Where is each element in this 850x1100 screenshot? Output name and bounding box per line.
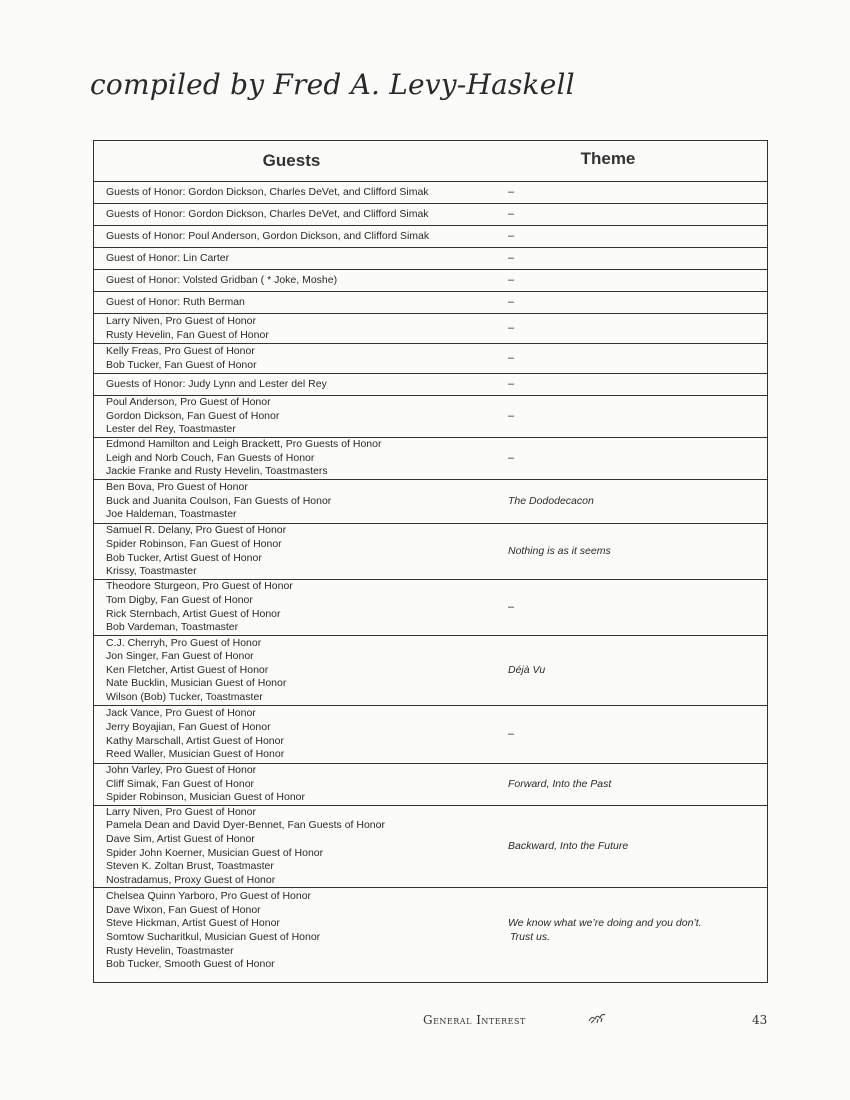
theme-cell	[506, 806, 767, 887]
guest-line: Steven K. Zoltan Brust, Toastmaster	[106, 860, 274, 873]
theme-line: –	[508, 351, 515, 364]
guests-cell	[106, 204, 506, 225]
guests-cell	[106, 480, 506, 523]
table-row	[94, 580, 767, 636]
guest-line: Guest of Honor: Ruth Berman	[106, 295, 245, 308]
guests-cell	[106, 888, 506, 974]
theme-line: –	[508, 321, 515, 334]
theme-line: –	[508, 229, 515, 242]
guests-cell	[106, 344, 506, 373]
guest-line: Steve Hickman, Artist Guest of Honor	[106, 917, 280, 930]
guest-line: Guest of Honor: Volsted Gridban ( * Joke, Moshe)	[106, 273, 338, 286]
guest-line: Guests of Honor: Poul Anderson, Gordon Dickson, and Clifford Simak	[106, 229, 430, 242]
page-footer	[0, 1013, 850, 1033]
guest-line: Wilson (Bob) Tucker, Toastmaster	[106, 690, 263, 703]
guest-line: Krissy, Toastmaster	[106, 565, 197, 578]
guest-line: Jackie Franke and Rusty Hevelin, Toastmasters	[106, 465, 328, 478]
theme-cell	[506, 888, 767, 974]
table-row	[94, 182, 767, 204]
guest-line: Spider Robinson, Fan Guest of Honor	[106, 537, 282, 550]
guest-line: Reed Waller, Musician Guest of Honor	[106, 748, 285, 761]
theme-cell	[506, 182, 767, 203]
guest-line: Rusty Hevelin, Toastmaster	[106, 944, 234, 957]
guests-cell	[106, 438, 506, 479]
theme-line: –	[508, 727, 515, 740]
guest-line: Dave Sim, Artist Guest of Honor	[106, 832, 255, 845]
header-guests: Guests	[262, 151, 321, 170]
guest-line: Pamela Dean and David Dyer-Bennet, Fan Guests of Honor	[106, 819, 385, 832]
guests-cell	[106, 580, 506, 635]
guest-line: John Varley, Pro Guest of Honor	[106, 764, 257, 777]
guest-line: Larry Niven, Pro Guest of Honor	[106, 314, 256, 327]
guests-cell	[106, 226, 506, 247]
theme-line: –	[508, 409, 515, 422]
theme-cell	[506, 292, 767, 313]
guest-line: Cliff Simak, Fan Guest of Honor	[106, 777, 255, 790]
guest-line: Guests of Honor: Gordon Dickson, Charles DeVet, and Clifford Simak	[106, 207, 429, 220]
guest-line: Guest of Honor: Lin Carter	[106, 251, 230, 264]
theme-cell	[506, 270, 767, 291]
guests-cell	[106, 636, 506, 705]
guest-line: Jon Singer, Fan Guest of Honor	[106, 650, 254, 663]
theme-cell	[506, 396, 767, 437]
guest-line: Ken Fletcher, Artist Guest of Honor	[106, 663, 269, 676]
guest-line: Somtow Sucharitkul, Musician Guest of Honor	[106, 931, 321, 943]
theme-cell	[506, 344, 767, 373]
theme-cell	[506, 480, 767, 523]
guests-cell	[106, 270, 506, 291]
theme-line: –	[508, 273, 515, 286]
table-header	[94, 141, 767, 182]
guest-line: Buck and Juanita Coulson, Fan Guests of Honor	[106, 494, 332, 507]
theme-line: Nothing is as it seems	[508, 544, 611, 557]
guest-line: Bob Tucker, Fan Guest of Honor	[106, 358, 257, 371]
page-title: compiled by Fred A. Levy-Haskell	[90, 68, 575, 101]
guest-line: Kathy Marschall, Artist Guest of Honor	[106, 734, 284, 747]
guest-line: Bob Tucker, Artist Guest of Honor	[106, 551, 262, 564]
guest-line: Chelsea Quinn Yarboro, Pro Guest of Honor	[106, 890, 312, 903]
theme-line: Backward, Into the Future	[508, 839, 629, 852]
table-row	[94, 226, 767, 248]
guest-line: Lester del Rey, Toastmaster	[106, 423, 236, 436]
table-row	[94, 314, 767, 344]
guests-cell	[106, 374, 506, 395]
table-row	[94, 888, 767, 974]
guest-line: Samuel R. Delany, Pro Guest of Honor	[106, 524, 287, 537]
footer-section-title: General Interest	[423, 1013, 526, 1027]
theme-cell	[506, 764, 767, 805]
guests-theme-table	[93, 140, 768, 983]
table-row	[94, 292, 767, 314]
guest-line: Nostradamus, Proxy Guest of Honor	[106, 873, 276, 886]
guest-line: Jerry Boyajian, Fan Guest of Honor	[106, 720, 271, 733]
theme-line: –	[508, 451, 515, 464]
guest-line: Larry Niven, Pro Guest of Honor	[106, 806, 256, 818]
guest-line: C.J. Cherryh, Pro Guest of Honor	[106, 636, 262, 649]
guest-line: Rick Sternbach, Artist Guest of Honor	[106, 607, 281, 620]
theme-line: Déjà Vu	[508, 663, 546, 676]
theme-cell	[506, 580, 767, 635]
table-row	[94, 706, 767, 764]
theme-line: –	[508, 185, 515, 198]
guest-line: Rusty Hevelin, Fan Guest of Honor	[106, 328, 269, 341]
table-row	[94, 204, 767, 226]
theme-cell	[506, 248, 767, 269]
guest-line: Poul Anderson, Pro Guest of Honor	[106, 396, 271, 409]
guest-line: Gordon Dickson, Fan Guest of Honor	[106, 409, 280, 422]
guests-cell	[106, 292, 506, 313]
dragon-ornament-icon	[588, 1011, 606, 1025]
theme-line: Trust us.	[510, 931, 551, 943]
theme-cell	[506, 374, 767, 395]
guest-line: Ben Bova, Pro Guest of Honor	[106, 481, 248, 494]
guest-line: Guests of Honor: Gordon Dickson, Charles DeVet, and Clifford Simak	[106, 185, 429, 198]
table-body	[94, 182, 767, 982]
guest-line: Tom Digby, Fan Guest of Honor	[106, 593, 253, 606]
guest-line: Leigh and Norb Couch, Fan Guests of Honor	[106, 451, 315, 464]
guest-line: Nate Bucklin, Musician Guest of Honor	[106, 677, 287, 690]
theme-cell	[506, 636, 767, 705]
guest-line: Jack Vance, Pro Guest of Honor	[106, 707, 256, 720]
guests-cell	[106, 764, 506, 805]
guests-cell	[106, 806, 506, 887]
table-row	[94, 806, 767, 888]
theme-line: The Dododecacon	[508, 494, 594, 507]
theme-line: –	[508, 295, 515, 308]
table-row	[94, 480, 767, 524]
table-row	[94, 396, 767, 438]
theme-line: –	[508, 600, 515, 613]
theme-cell	[506, 706, 767, 763]
theme-cell	[506, 524, 767, 579]
theme-line: Forward, Into the Past	[508, 777, 612, 790]
guests-cell	[106, 314, 506, 343]
table-row	[94, 764, 767, 806]
theme-cell	[506, 314, 767, 343]
theme-cell	[506, 204, 767, 225]
theme-line: We know what we’re doing and you don’t.	[508, 917, 702, 930]
table-row	[94, 248, 767, 270]
theme-cell	[506, 226, 767, 247]
guests-cell	[106, 396, 506, 437]
guest-line: Joe Haldeman, Toastmaster	[106, 508, 237, 521]
table-row	[94, 438, 767, 480]
theme-line: –	[508, 377, 515, 390]
guest-line: Bob Vardeman, Toastmaster	[106, 621, 239, 634]
theme-line: –	[508, 251, 515, 264]
guest-line: Bob Tucker, Smooth Guest of Honor	[106, 958, 275, 971]
guest-line: Kelly Freas, Pro Guest of Honor	[106, 344, 255, 357]
table-row	[94, 344, 767, 374]
page-number: 43	[752, 1013, 768, 1027]
table-row	[94, 270, 767, 292]
guests-cell	[106, 248, 506, 269]
table-row	[94, 636, 767, 706]
guest-line: Guests of Honor: Judy Lynn and Lester del Rey	[106, 377, 327, 390]
theme-cell	[506, 438, 767, 479]
guest-line: Theodore Sturgeon, Pro Guest of Honor	[106, 580, 293, 593]
guest-line: Dave Wixon, Fan Guest of Honor	[106, 903, 261, 916]
guests-cell	[106, 706, 506, 763]
table-row	[94, 374, 767, 396]
table-row	[94, 524, 767, 580]
guest-line: Edmond Hamilton and Leigh Brackett, Pro Guests of Honor	[106, 438, 382, 451]
guest-line: Spider Robinson, Musician Guest of Honor	[106, 791, 306, 804]
guest-line: Spider John Koerner, Musician Guest of Honor	[106, 846, 324, 859]
theme-line: –	[508, 207, 515, 220]
header-theme: Theme	[580, 149, 636, 168]
guests-cell	[106, 182, 506, 203]
guests-cell	[106, 524, 506, 579]
